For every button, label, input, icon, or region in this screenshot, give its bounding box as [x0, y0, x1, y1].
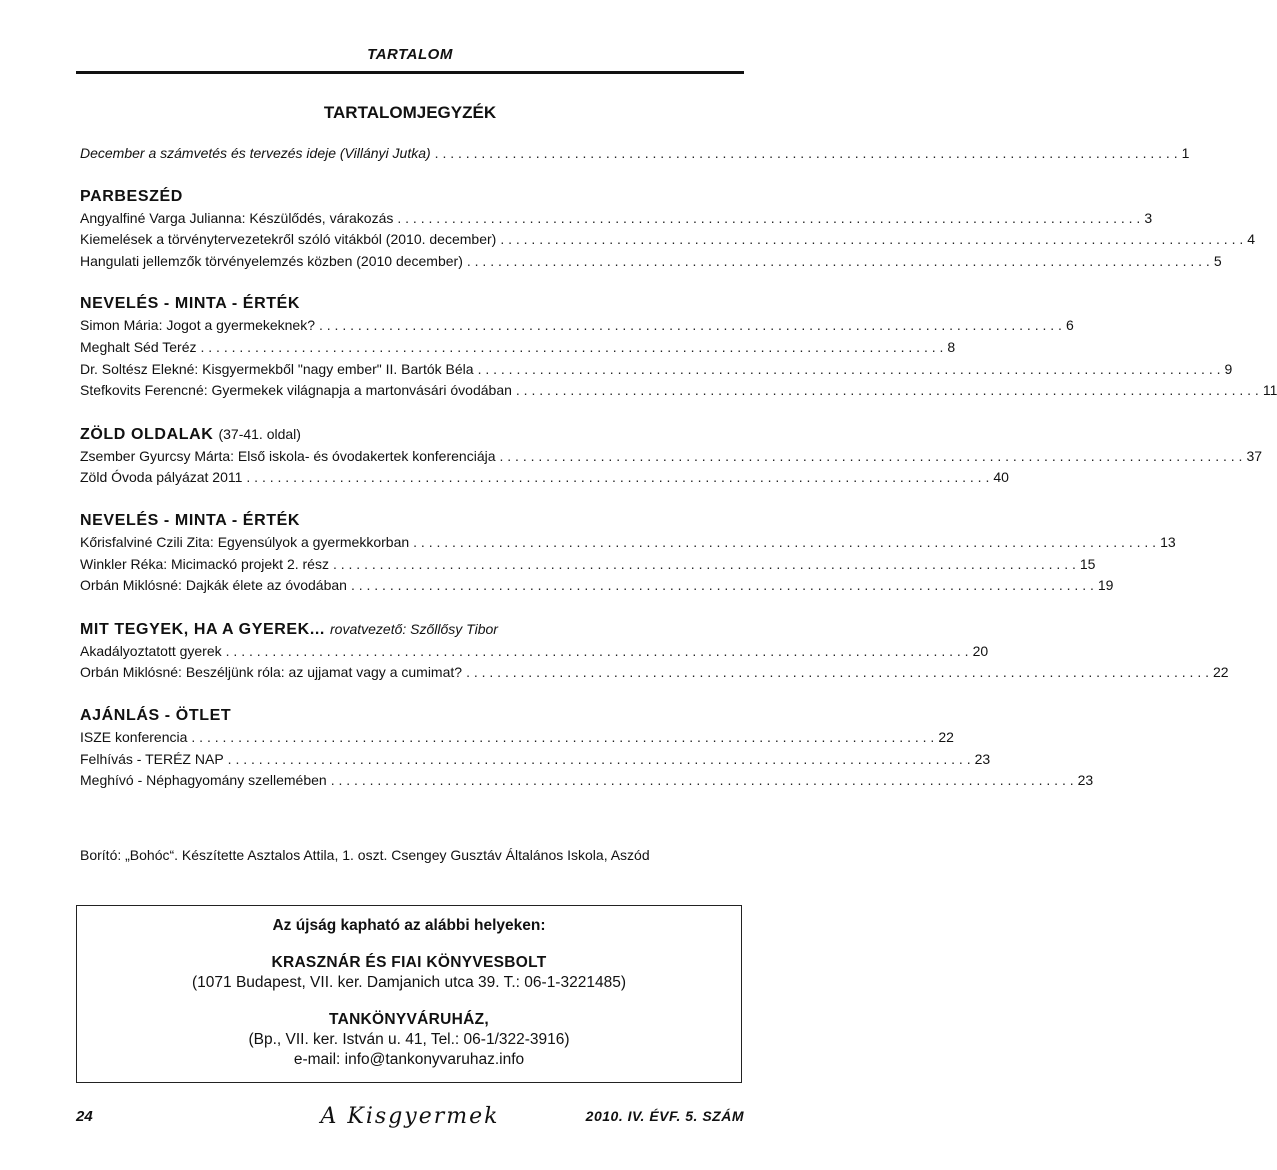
toc-entry[interactable] [80, 641, 989, 663]
toc-entry-page: 9 [1224, 360, 1233, 377]
toc-entry-page: 15 [1079, 555, 1096, 572]
section-note: (37-41. oldal) [218, 425, 301, 442]
journal-name: A Kisgyermek [320, 1104, 500, 1129]
section-heading [80, 186, 738, 208]
toc-entry[interactable] [80, 359, 1233, 381]
toc-entry-title: ISZE konferencia [80, 728, 188, 745]
shop2-name: TANKÖNYVÁRUHÁZ, [328, 1011, 490, 1028]
availability-heading: Az újság kapható az alábbi helyeken: [272, 917, 546, 934]
section-heading [80, 510, 738, 532]
toc-entry[interactable] [80, 208, 1153, 230]
section-heading [80, 293, 738, 315]
toc-entry[interactable] [80, 380, 1277, 402]
shop2-email[interactable]: e-mail: info@tankonyvaruhaz.info [293, 1051, 525, 1068]
issue-label: 2010. IV. ÉVF. 5. SZÁM [585, 1108, 744, 1124]
toc-entry[interactable] [80, 575, 1114, 597]
dot-leader [500, 446, 1243, 468]
toc-entry-title: Kiemelések a törvénytervezetekről szóló vitákból (2010. december) [80, 231, 497, 248]
toc-entry-page: 23 [974, 750, 991, 767]
toc-entry[interactable] [80, 727, 954, 749]
running-head: TARTALOM [367, 46, 453, 63]
toc-entry[interactable] [80, 532, 1176, 554]
toc-entry-page: 23 [1077, 772, 1094, 789]
section-editor-note: rovatvezető: Szőllősy Tibor [330, 620, 498, 637]
toc-entry-title: Angyalfiné Varga Julianna: Készülődés, várakozás [80, 209, 394, 226]
section-heading-text: MIT TEGYEK, HA A GYEREK... [80, 620, 325, 638]
dot-leader [516, 380, 1259, 402]
header-rule [76, 71, 744, 74]
toc-entry[interactable] [80, 749, 991, 771]
dot-leader [500, 229, 1243, 251]
toc-entry-intro[interactable] [80, 143, 1190, 165]
section-heading-text: NEVELÉS - MINTA - ÉRTÉK [80, 511, 301, 529]
section-heading-text: ZÖLD OLDALAK [80, 425, 214, 443]
dot-leader [435, 143, 1178, 165]
toc-sections [80, 186, 1277, 792]
toc-entry-page: 5 [1213, 252, 1222, 269]
toc-entry-title: Felhívás - TERÉZ NAP [80, 750, 224, 767]
toc-section [80, 510, 1176, 597]
toc-entry-title: Stefkovits Ferencné: Gyermekek világnapja a martonvásári óvodában [80, 382, 512, 399]
dot-leader [413, 532, 1156, 554]
dot-leader [191, 727, 934, 749]
toc-section [80, 423, 1263, 489]
toc-entry-title: Akadályoztatott gyerek [80, 642, 222, 659]
toc-section [80, 618, 1229, 684]
table-of-contents [80, 143, 1277, 792]
section-heading-text: PARBESZÉD [80, 187, 183, 205]
toc-entry[interactable] [80, 337, 956, 359]
cover-credit: Borító: „Bohóc“. Készítette Asztalos Attila, 1. oszt. Csengey Gusztáv Általános Iskola, Aszód [80, 847, 650, 863]
section-heading [80, 618, 738, 641]
dot-leader [467, 251, 1210, 273]
dot-leader [226, 641, 969, 663]
toc-entry-page: 6 [1065, 317, 1074, 334]
toc-entry-page: 1 [1181, 145, 1190, 161]
page-number: 24 [76, 1108, 93, 1125]
toc-entry-title: Zsember Gyurcsy Márta: Első iskola- és óvodakertek konferenciája [80, 447, 496, 464]
toc-section [80, 705, 1094, 792]
toc-entry-page: 11 [1262, 382, 1277, 399]
dot-leader [200, 337, 943, 359]
toc-entry-page: 8 [947, 338, 956, 355]
toc-entry-page: 4 [1247, 231, 1256, 248]
toc-entry[interactable] [80, 446, 1263, 468]
toc-entry-title: Dr. Soltész Elekné: Kisgyermekből "nagy ember" II. Bartók Béla [80, 360, 474, 377]
section-heading-text: NEVELÉS - MINTA - ÉRTÉK [80, 295, 301, 313]
toc-entry-title: Hangulati jellemzők törvényelemzés közben (2010 december) [80, 252, 463, 269]
toc-section [80, 186, 1256, 273]
availability-box [76, 905, 742, 1083]
toc-entry-title: Simon Mária: Jogot a gyermekeknek? [80, 317, 315, 334]
section-heading-text: AJÁNLÁS - ÖTLET [80, 706, 232, 724]
toc-entry-title: Winkler Réka: Micimackó projekt 2. rész [80, 555, 329, 572]
dot-leader [319, 315, 1062, 337]
toc-entry[interactable] [80, 467, 1009, 489]
dot-leader [228, 749, 971, 771]
toc-entry[interactable] [80, 315, 1074, 337]
dot-leader [333, 554, 1076, 576]
toc-entry-page: 37 [1246, 447, 1263, 464]
dot-leader [478, 359, 1221, 381]
toc-entry-title: Meghívó - Néphagyomány szellemében [80, 772, 327, 789]
toc-entry-title: Zöld Óvoda pályázat 2011 [80, 469, 243, 486]
dot-leader [246, 467, 989, 489]
toc-entry-page: 19 [1097, 577, 1114, 594]
toc-entry[interactable] [80, 662, 1229, 684]
dot-leader [466, 662, 1209, 684]
toc-entry-title: Kőrisfalviné Czili Zita: Egyensúlyok a gyermekkorban [80, 533, 410, 550]
section-heading [80, 423, 738, 446]
toc-entry-title: Meghalt Séd Teréz [80, 338, 197, 355]
toc-entry-page: 20 [972, 642, 989, 659]
toc-entry-title: December a számvetés és tervezés ideje (Villányi Jutka) [80, 145, 431, 161]
page-title: TARTALOMJEGYZÉK [323, 103, 497, 122]
toc-entry-page: 13 [1160, 533, 1176, 550]
toc-entry-title: Orbán Miklósné: Dajkák élete az óvodában [80, 577, 347, 594]
section-heading [80, 705, 738, 727]
toc-entry-page: 3 [1144, 209, 1153, 226]
toc-entry-title: Orbán Miklósné: Beszéljünk róla: az ujjamat vagy a cumimat? [80, 664, 463, 681]
page-footer [76, 1106, 744, 1130]
toc-entry-page: 40 [993, 469, 1009, 486]
dot-leader [397, 208, 1140, 230]
toc-entry-page: 22 [938, 728, 954, 745]
toc-entry[interactable] [80, 554, 1096, 576]
shop1-address: (1071 Budapest, VII. ker. Damjanich utca 39. T.: 06-1-3221485) [192, 974, 626, 991]
toc-section [80, 293, 1277, 401]
shop2-address: (Bp., VII. ker. István u. 41, Tel.: 06-1/322-3916) [248, 1031, 570, 1048]
toc-entry-page: 22 [1213, 664, 1229, 681]
toc-entry[interactable] [80, 770, 1094, 792]
toc-entry[interactable] [80, 229, 1256, 251]
shop1-name: KRASZNÁR ÉS FIAI KÖNYVESBOLT [271, 954, 547, 971]
dot-leader [351, 575, 1094, 597]
dot-leader [331, 770, 1074, 792]
toc-entry[interactable] [80, 251, 1222, 273]
